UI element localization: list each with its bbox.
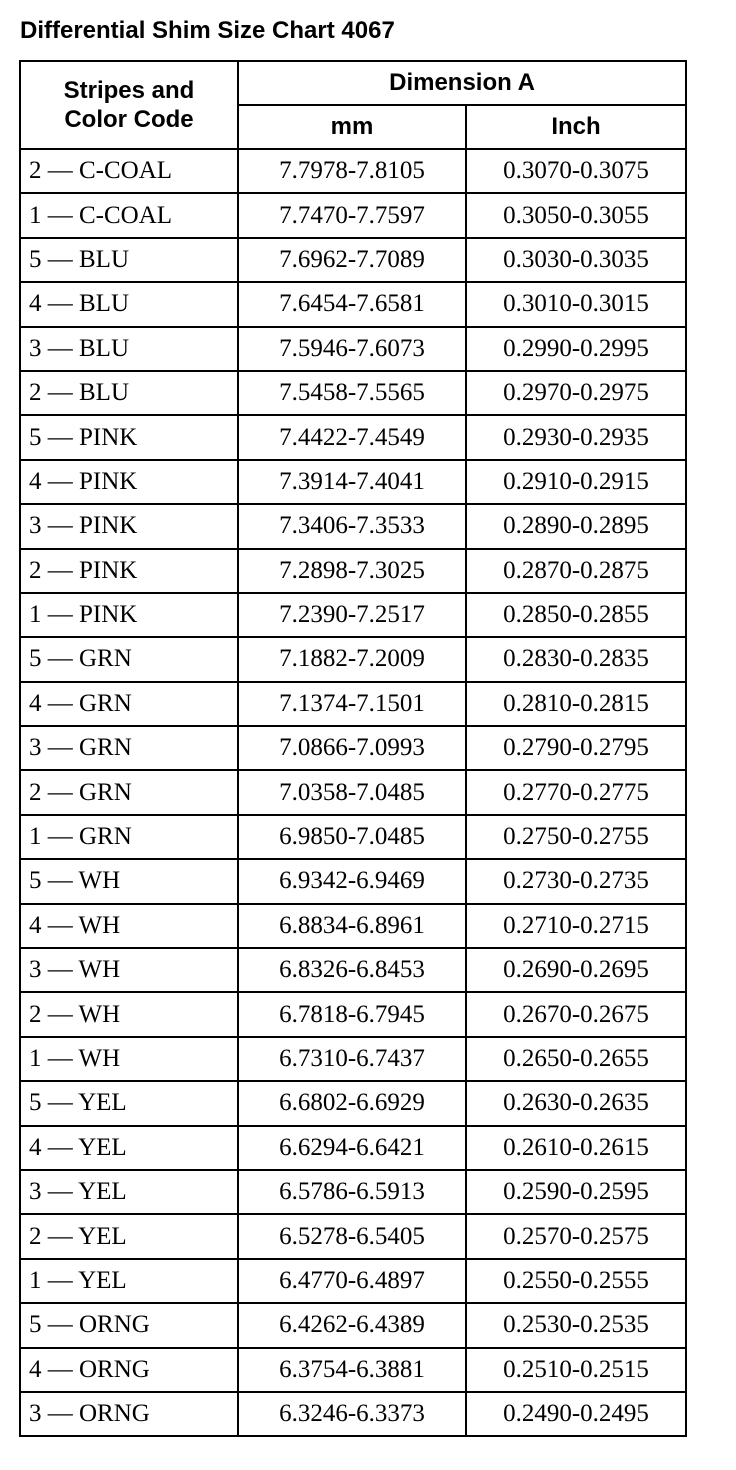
inch-cell: 0.2750-0.2755	[466, 815, 686, 859]
inch-cell: 0.2490-0.2495	[466, 1392, 686, 1436]
color-code-cell: 1 — WH	[20, 1037, 238, 1081]
color-code-cell: 5 — ORNG	[20, 1303, 238, 1347]
inch-cell: 0.3070-0.3075	[466, 149, 686, 193]
color-code-cell: 3 — ORNG	[20, 1392, 238, 1436]
mm-cell: 6.5786-6.5913	[238, 1170, 466, 1214]
inch-cell: 0.2590-0.2595	[466, 1170, 686, 1214]
inch-cell: 0.2630-0.2635	[466, 1081, 686, 1125]
inch-cell: 0.2870-0.2875	[466, 549, 686, 593]
table-row	[20, 637, 686, 681]
table-row	[20, 549, 686, 593]
stripes-header-line1: Stripes and	[63, 77, 195, 104]
mm-cell: 7.0866-7.0993	[238, 726, 466, 770]
color-code-cell: 3 — YEL	[20, 1170, 238, 1214]
mm-cell: 6.5278-6.5405	[238, 1214, 466, 1258]
table-row	[20, 726, 686, 770]
inch-cell: 0.2510-0.2515	[466, 1348, 686, 1392]
inch-header: Inch	[466, 105, 686, 149]
inch-cell: 0.2730-0.2735	[466, 859, 686, 903]
inch-cell: 0.3010-0.3015	[466, 282, 686, 326]
mm-cell: 7.3914-7.4041	[238, 460, 466, 504]
inch-cell: 0.2670-0.2675	[466, 992, 686, 1036]
table-row	[20, 371, 686, 415]
mm-cell: 6.3754-6.3881	[238, 1348, 466, 1392]
inch-cell: 0.2810-0.2815	[466, 682, 686, 726]
mm-cell: 6.8326-6.8453	[238, 948, 466, 992]
inch-cell: 0.2650-0.2655	[466, 1037, 686, 1081]
color-code-cell: 4 — WH	[20, 904, 238, 948]
inch-cell: 0.2930-0.2935	[466, 415, 686, 459]
color-code-cell: 5 — GRN	[20, 637, 238, 681]
color-code-cell: 4 — ORNG	[20, 1348, 238, 1392]
color-code-cell: 5 — PINK	[20, 415, 238, 459]
mm-cell: 6.7818-6.7945	[238, 992, 466, 1036]
mm-cell: 7.7470-7.7597	[238, 193, 466, 237]
inch-cell: 0.2550-0.2555	[466, 1259, 686, 1303]
mm-cell: 6.6802-6.6929	[238, 1081, 466, 1125]
table-row	[20, 992, 686, 1036]
table-row	[20, 1303, 686, 1347]
color-code-cell: 1 — YEL	[20, 1259, 238, 1303]
color-code-cell: 1 — GRN	[20, 815, 238, 859]
inch-cell: 0.2830-0.2835	[466, 637, 686, 681]
table-row	[20, 593, 686, 637]
table-row	[20, 282, 686, 326]
color-code-cell: 2 — WH	[20, 992, 238, 1036]
mm-cell: 6.3246-6.3373	[238, 1392, 466, 1436]
stripes-header-line2: Color Code	[64, 106, 194, 133]
mm-cell: 7.0358-7.0485	[238, 770, 466, 814]
document-title: Differential Shim Size Chart 4067	[20, 17, 395, 44]
inch-cell: 0.2970-0.2975	[466, 371, 686, 415]
color-code-cell: 3 — GRN	[20, 726, 238, 770]
inch-cell: 0.2690-0.2695	[466, 948, 686, 992]
table-row	[20, 1126, 686, 1170]
mm-cell: 7.6962-7.7089	[238, 238, 466, 282]
color-code-cell: 2 — GRN	[20, 770, 238, 814]
color-code-cell: 2 — BLU	[20, 371, 238, 415]
inch-cell: 0.2790-0.2795	[466, 726, 686, 770]
shim-size-table	[19, 60, 687, 1437]
color-code-cell: 1 — C-COAL	[20, 193, 238, 237]
color-code-cell: 4 — PINK	[20, 460, 238, 504]
table-row	[20, 149, 686, 193]
mm-cell: 7.6454-7.6581	[238, 282, 466, 326]
inch-cell: 0.2570-0.2575	[466, 1214, 686, 1258]
mm-cell: 7.2898-7.3025	[238, 549, 466, 593]
table-row	[20, 1214, 686, 1258]
table-row	[20, 948, 686, 992]
mm-cell: 6.9850-7.0485	[238, 815, 466, 859]
table-row	[20, 238, 686, 282]
color-code-cell: 5 — WH	[20, 859, 238, 903]
table-row	[20, 1348, 686, 1392]
color-code-cell: 3 — PINK	[20, 504, 238, 548]
mm-header: mm	[238, 105, 466, 149]
color-code-cell: 4 — BLU	[20, 282, 238, 326]
table-row	[20, 815, 686, 859]
stripes-color-code-header	[20, 61, 238, 149]
mm-cell: 6.8834-6.8961	[238, 904, 466, 948]
inch-cell: 0.2770-0.2775	[466, 770, 686, 814]
table-row	[20, 504, 686, 548]
inch-cell: 0.3030-0.3035	[466, 238, 686, 282]
table-row	[20, 193, 686, 237]
inch-cell: 0.2890-0.2895	[466, 504, 686, 548]
dimension-a-header: Dimension A	[238, 61, 686, 105]
inch-cell: 0.2850-0.2855	[466, 593, 686, 637]
table-row	[20, 1037, 686, 1081]
table-row	[20, 1259, 686, 1303]
color-code-cell: 4 — GRN	[20, 682, 238, 726]
mm-cell: 7.1374-7.1501	[238, 682, 466, 726]
inch-cell: 0.2610-0.2615	[466, 1126, 686, 1170]
color-code-cell: 2 — YEL	[20, 1214, 238, 1258]
inch-cell: 0.2990-0.2995	[466, 327, 686, 371]
mm-cell: 6.4770-6.4897	[238, 1259, 466, 1303]
header-row-top	[20, 61, 686, 105]
mm-cell: 6.6294-6.6421	[238, 1126, 466, 1170]
table-body	[20, 149, 686, 1436]
mm-cell: 7.5946-7.6073	[238, 327, 466, 371]
table-row	[20, 770, 686, 814]
color-code-cell: 3 — WH	[20, 948, 238, 992]
color-code-cell: 2 — PINK	[20, 549, 238, 593]
color-code-cell: 5 — BLU	[20, 238, 238, 282]
inch-cell: 0.2910-0.2915	[466, 460, 686, 504]
mm-cell: 7.3406-7.3533	[238, 504, 466, 548]
inch-cell: 0.2710-0.2715	[466, 904, 686, 948]
mm-cell: 7.5458-7.5565	[238, 371, 466, 415]
color-code-cell: 3 — BLU	[20, 327, 238, 371]
color-code-cell: 4 — YEL	[20, 1126, 238, 1170]
mm-cell: 7.4422-7.4549	[238, 415, 466, 459]
color-code-cell: 2 — C-COAL	[20, 149, 238, 193]
color-code-cell: 1 — PINK	[20, 593, 238, 637]
table-header	[20, 61, 686, 149]
table-row	[20, 1081, 686, 1125]
mm-cell: 7.1882-7.2009	[238, 637, 466, 681]
table-row	[20, 1392, 686, 1436]
mm-cell: 7.2390-7.2517	[238, 593, 466, 637]
mm-cell: 7.7978-7.8105	[238, 149, 466, 193]
table-row	[20, 327, 686, 371]
table-row	[20, 904, 686, 948]
mm-cell: 6.9342-6.9469	[238, 859, 466, 903]
mm-cell: 6.7310-6.7437	[238, 1037, 466, 1081]
mm-cell: 6.4262-6.4389	[238, 1303, 466, 1347]
inch-cell: 0.3050-0.3055	[466, 193, 686, 237]
inch-cell: 0.2530-0.2535	[466, 1303, 686, 1347]
table-row	[20, 415, 686, 459]
table-row	[20, 859, 686, 903]
table-row	[20, 460, 686, 504]
table-row	[20, 1170, 686, 1214]
color-code-cell: 5 — YEL	[20, 1081, 238, 1125]
table-row	[20, 682, 686, 726]
